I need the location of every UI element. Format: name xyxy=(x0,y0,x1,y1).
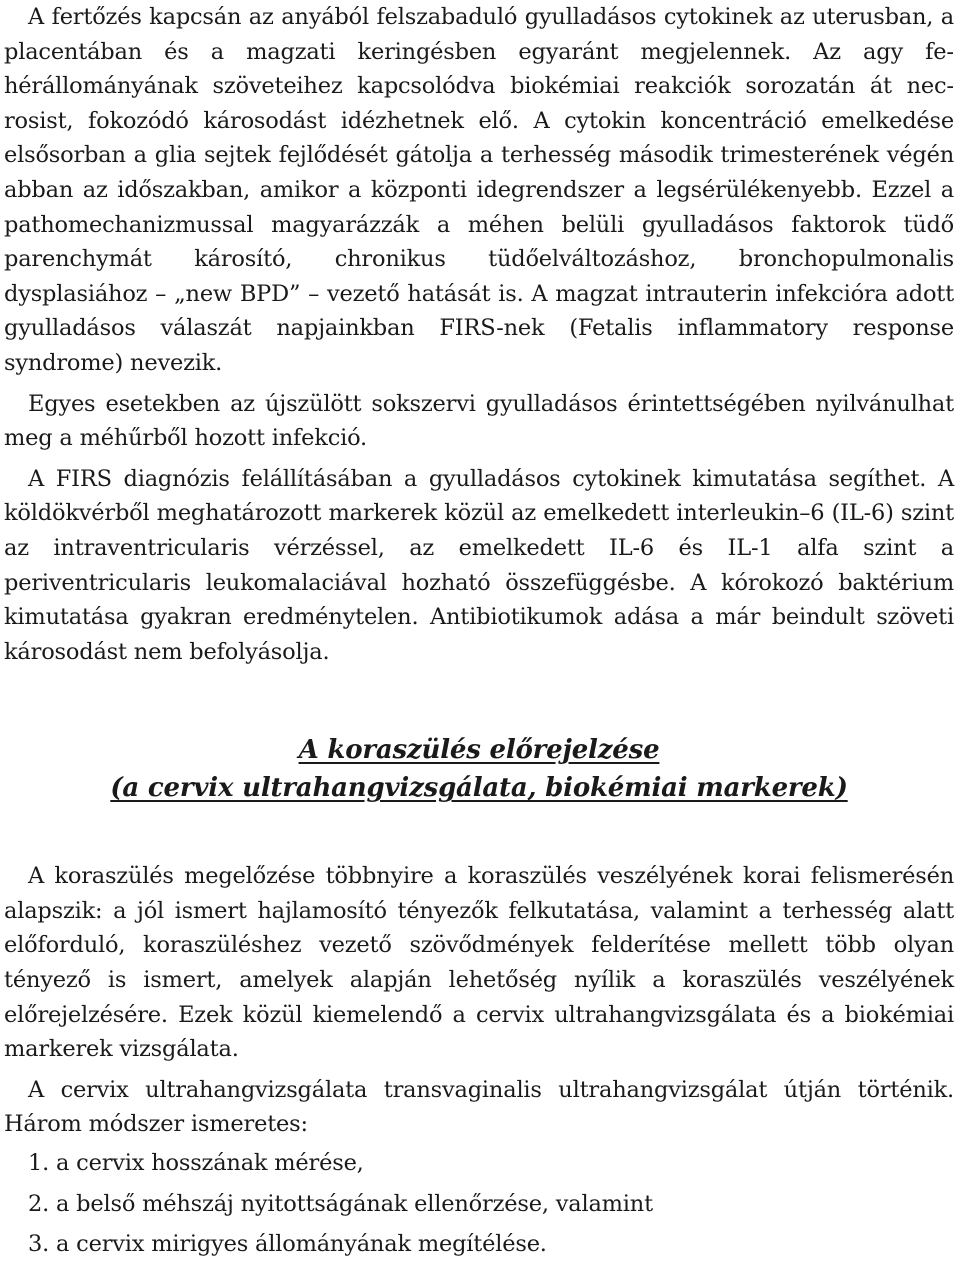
paragraph-firs-pathomechanism: A fertőzés kapcsán az anyából felszabaduló gyulladásos cytokinek az uterusban, a placentában és a magzati keringésben egyaránt megjelennek. Az agy fehérállományának szöveteihez kapcsolódva biokémiai reakciók sorozatán át necrosist, fokozódó károsodást idézhetnek elő. A cytokin koncentráció emelkedése elsősorban a glia sejtek fejlődését gátolja a terhesség második trimesterének végén abban az időszakban, amikor a központi idegrendszer a legsérülékenyebb. Ezzel a pathomechanizmussal magyarázzák a méhen belüli gyulladásos faktorok tüdő parenchymát károsító, chronikus tüdőelváltozáshoz, bronchopulmonalis dysplasiához – „new BPD” – vezető hatását is. A magzat intrauterin infekcióra adott gyulladásos válaszát napjainkban FIRS-nek (Fetalis inflammatory response syndrome) nevezik. xyxy=(4,4,954,376)
paragraph-ultrasound-methods: A cervix ultrahangvizsgálata transvaginalis ultrahangvizsgálat útján történik. Három módszer ismeretes: xyxy=(4,1076,954,1138)
list-item: 2. a belső méhszáj nyitottságának ellenőrzése, valamint xyxy=(28,1190,653,1217)
section-heading-line1: A koraszülés előrejelzése xyxy=(298,735,660,766)
paragraph-prevention: A koraszülés megelőzése többnyire a koraszülés veszélyének korai felismerésén alapszik: a jól ismert hajlamosító tényezők felkutatása, valamint a terhesség alatt előforduló, koraszüléshez vezető szövődmények felderítése mellett több olyan tényező is ismert, amelyek alapján lehetőség nyílik a koraszülés veszélyének előrejelzésére. Ezek közül kiemelendő a cervix ultrahangvizsgálata és a biokémiai markerek vizsgálata. xyxy=(4,863,954,1063)
section-heading-line2: (a cervix ultrahangvizsgálata, biokémiai markerek) xyxy=(110,773,848,804)
paragraph-firs-diagnosis: A FIRS diagnózis felállításában a gyulladásos cytokinek kimutatása segíthet. A köldökvérből meghatározott markerek közül az emelkedett interleukin–6 (IL-6) szint az intraventricularis vérzéssel, az emelkedett IL-6 és IL-1 alfa szint a periventricularis leukomalaciával hozható összefüggésbe. A kórokozó baktérium kimutatása gyakran eredménytelen. Antibiotikumok adása a már beindult szöveti károsodást nem befolyásolja. xyxy=(4,465,954,665)
list-item: 1. a cervix hosszának mérése, xyxy=(28,1150,364,1177)
section-heading xyxy=(4,731,954,807)
document-page xyxy=(4,0,954,1268)
methods-list xyxy=(4,1146,954,1262)
paragraph-newborn-infection: Egyes esetekben az újszülött sokszervi gyulladásos érintettségében nyilvánulhat meg a méhűrből hozott infekció. xyxy=(4,390,954,452)
list-item: 3. a cervix mirigyes állományának megítélése. xyxy=(28,1231,547,1258)
